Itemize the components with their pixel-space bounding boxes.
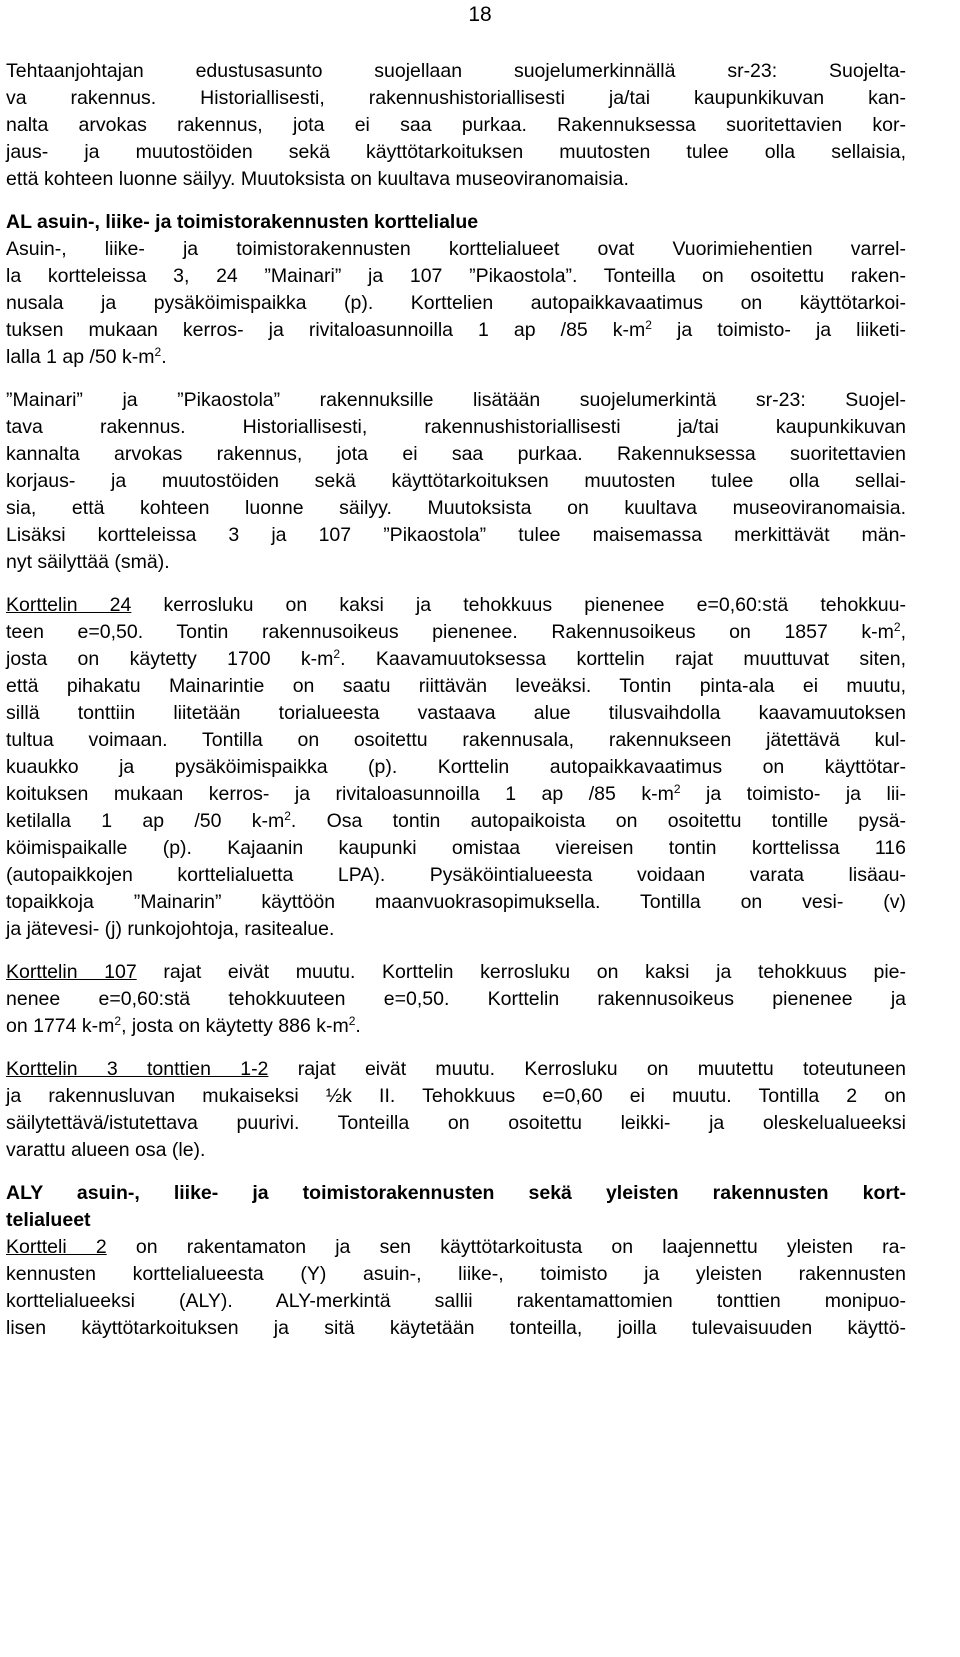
text-line: köimispaikalle (p). Kajaanin kaupunki omistaa viereisen tontin korttelissa 116: [6, 837, 906, 859]
text-line: ketilalla 1 ap /50 $k-m^2$. Osa tontin autopaikoista on osoitettu tontille pysä-: [6, 809, 906, 832]
section-al: [6, 209, 906, 371]
text-line: ”Mainari” ja ”Pikaostola” rakennuksille lisätään suojelumerkintä sr-23: Suojel-: [6, 389, 906, 411]
block-24-label: Korttelin 24: [6, 594, 132, 616]
page-number: 18: [468, 3, 492, 26]
text-line: topaikkoja ”Mainarin” käyttöön maanvuokrasopimuksella. Tontilla on vesi- (v): [6, 891, 906, 913]
text-line: Korttelin 24 kerrosluku on kaksi ja tehokkuus pienenee e=0,60:stä tehokkuu-: [6, 594, 906, 616]
text-line: Korttelin 3 tonttien 1-2 rajat eivät muutu. Kerrosluku on muutettu toteutuneen: [6, 1058, 906, 1080]
text-line: jaus- ja muutostöiden sekä käyttötarkoituksen muutosten tulee olla sellaisia,: [6, 141, 906, 163]
text-line: sia, että kohteen luonne säilyy. Muutoksista on kuultava museoviranomaisia.: [6, 497, 906, 519]
text-line: (autopaikkojen korttelialuetta LPA). Pysäköintialueesta voidaan varata lisäau-: [6, 864, 906, 886]
section-heading-aly: ALY asuin-, liike- ja toimistorakennusten sekä yleisten rakennusten kort-: [6, 1182, 906, 1204]
text-line: nalta arvokas rakennus, jota ei saa purkaa. Rakennuksessa suoritettavien kor-: [6, 114, 906, 136]
text-line: korjaus- ja muutostöiden sekä käyttötarkoituksen muutosten tulee olla sellai-: [6, 470, 906, 492]
paragraph-block-24: [6, 592, 906, 943]
text-line: nenee e=0,60:stä tehokkuuteen e=0,50. Korttelin rakennusoikeus pienenee ja: [6, 988, 906, 1010]
text-line: ja rakennusluvan mukaiseksi ½k II. Tehokkuus e=0,60 ei muutu. Tontilla 2 on: [6, 1085, 906, 1107]
text-line: kuaukko ja pysäköimispaikka (p). Korttelin autopaikkavaatimus on käyttötar-: [6, 756, 906, 778]
text-line: korttelialueeksi (ALY). ALY-merkintä sallii rakentamattomien tonttien monipuo-: [6, 1290, 906, 1312]
paragraph-mainari-pikaostola: [6, 387, 906, 576]
text-line: koituksen mukaan kerros- ja rivitaloasunnoilla 1 ap /85 $k-m^2$ ja toimisto- ja lii-: [6, 782, 906, 805]
document-body: [6, 58, 906, 1342]
paragraph-block-3: [6, 1056, 906, 1164]
text-line: teen e=0,50. Tontin rakennusoikeus pienenee. Rakennusoikeus on 1857 $k-m^2$,: [6, 620, 906, 643]
text-line: nusala ja pysäköimispaikka (p). Korttelien autopaikkavaatimus on käyttötarkoi-: [6, 292, 906, 314]
block-2-label: Kortteli 2: [6, 1236, 107, 1258]
text-line: että pihakatu Mainarintie on saatu riittävän leveäksi. Tontin pinta-ala ei muutu,: [6, 675, 906, 697]
text-line: lalla 1 ap /50 $k-m^2$.: [6, 345, 167, 368]
block-3-label: Korttelin 3 tonttien 1-2: [6, 1058, 269, 1080]
text-line: kennusten korttelialueesta (Y) asuin-, liike-, toimisto ja yleisten rakennusten: [6, 1263, 906, 1285]
text-line: nyt säilyttää (smä).: [6, 551, 170, 573]
text-line: tava rakennus. Historiallisesti, rakennushistoriallisesti ja/tai kaupunkikuvan: [6, 416, 906, 438]
text-line: Tehtaanjohtajan edustusasunto suojellaan suojelumerkinnällä sr-23: Suojelta-: [6, 60, 906, 82]
text-line: säilytettävä/istutettava puurivi. Tonteilla on osoitettu leikki- ja oleskelualueeksi: [6, 1112, 906, 1134]
text-line: sillä tonttiin liitetään torialueesta vastaava alue tilusvaihdolla kaavamuutoksen: [6, 702, 906, 724]
text-line: on 1774 $k-m^2$, josta on käytetty 886 $k-m^2$.: [6, 1014, 361, 1037]
section-aly: [6, 1180, 906, 1342]
text-line: tultua voimaan. Tontilla on osoitettu rakennusala, rakennukseen jätettävä kul-: [6, 729, 906, 751]
text-line: varattu alueen osa (le).: [6, 1139, 206, 1161]
text-line: Korttelin 107 rajat eivät muutu. Korttelin kerrosluku on kaksi ja tehokkuus pie-: [6, 961, 906, 983]
text-line: va rakennus. Historiallisesti, rakennushistoriallisesti ja/tai kaupunkikuvan kan-: [6, 87, 906, 109]
text-line: tuksen mukaan kerros- ja rivitaloasunnoilla 1 ap /85 $k-m^2$ ja toimisto- ja liiketi-: [6, 318, 906, 341]
text-line: josta on käytetty 1700 $k-m^2$. Kaavamuutoksessa korttelin rajat muuttuvat siten,: [6, 647, 906, 670]
text-line: la kortteleissa 3, 24 ”Mainari” ja 107 ”Pikaostola”. Tonteilla on osoitettu raken-: [6, 265, 906, 287]
text-line: lisen käyttötarkoituksen ja sitä käytetään tonteilla, joilla tulevaisuuden käyttö-: [6, 1317, 906, 1339]
block-107-label: Korttelin 107: [6, 961, 137, 983]
paragraph-block-107: [6, 959, 906, 1040]
text-line: Asuin-, liike- ja toimistorakennusten korttelialueet ovat Vuorimiehentien varrel-: [6, 238, 906, 260]
text-line: Kortteli 2 on rakentamaton ja sen käyttötarkoitusta on laajennettu yleisten ra-: [6, 1236, 907, 1258]
text-line: Lisäksi kortteleissa 3 ja 107 ”Pikaostola” tulee maisemassa merkittävät män-: [6, 524, 906, 546]
section-heading-aly: telialueet: [6, 1209, 91, 1231]
text-line: kannalta arvokas rakennus, jota ei saa purkaa. Rakennuksessa suoritettavien: [6, 443, 906, 465]
paragraph-protection-factory-residence: [6, 58, 906, 193]
text-line: ja jätevesi- (j) runkojohtoja, rasitealue.: [6, 918, 335, 940]
section-heading-al: AL asuin-, liike- ja toimistorakennusten korttelialue: [6, 211, 479, 233]
text-line: että kohteen luonne säilyy. Muutoksista on kuultava museoviranomaisia.: [6, 168, 629, 190]
